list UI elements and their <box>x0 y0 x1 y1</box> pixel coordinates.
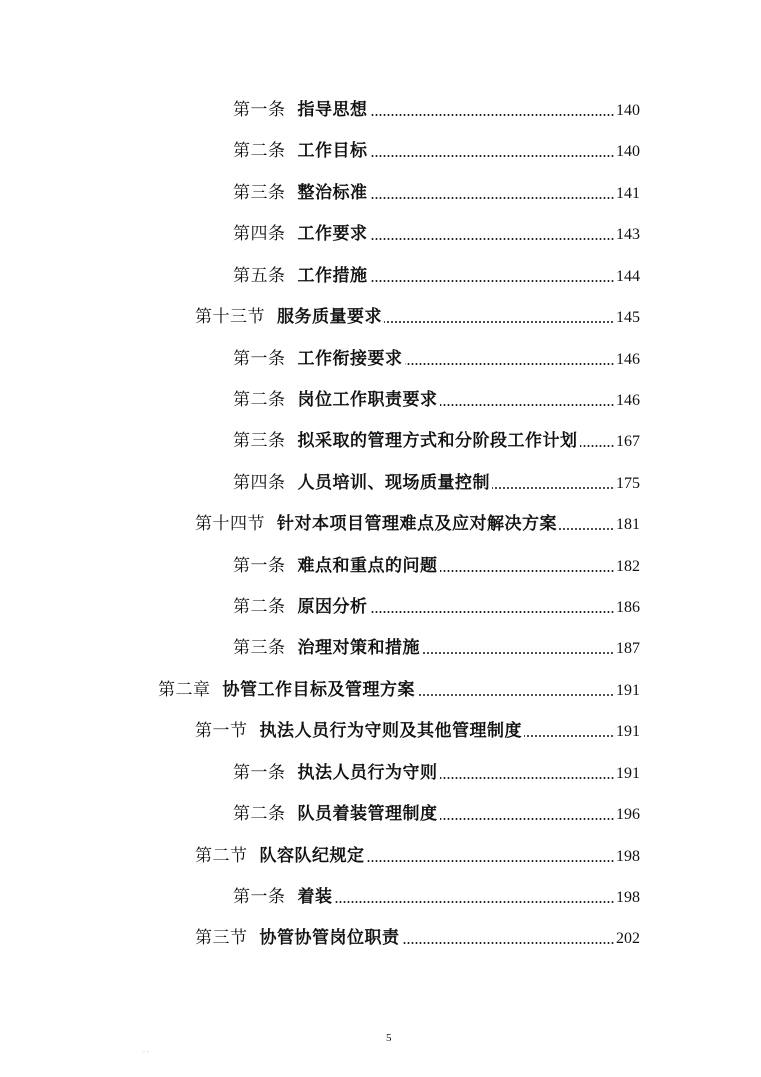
dot-leader <box>559 528 614 530</box>
toc-entry-label: 第三条 <box>233 183 286 203</box>
toc-entry[interactable] <box>233 429 640 453</box>
toc-entry-page: 182 <box>616 558 640 575</box>
toc-entry-label: 第一条 <box>233 100 286 120</box>
toc-entry-label: 第一条 <box>233 887 286 907</box>
toc-entry[interactable] <box>233 471 640 495</box>
corner-mark: . . <box>143 1047 149 1054</box>
toc-entry-title: 执法人员行为守则 <box>297 763 438 783</box>
toc-entry-title: 工作措施 <box>297 266 368 286</box>
toc-entry-title: 协管协管岗位职责 <box>259 928 400 948</box>
toc-entry[interactable] <box>233 636 640 660</box>
toc-entry-title: 服务质量要求 <box>277 307 382 327</box>
toc-entry-title: 整治标准 <box>297 183 368 203</box>
toc-entry-page: 140 <box>616 102 640 119</box>
toc-entry-page: 202 <box>616 930 640 947</box>
toc-entry[interactable] <box>233 347 640 371</box>
toc-entry-label: 第一条 <box>233 556 286 576</box>
toc-entry[interactable] <box>233 388 640 412</box>
dot-leader <box>440 818 615 820</box>
toc-entry[interactable] <box>233 264 640 288</box>
toc-entry-page: 198 <box>616 848 640 865</box>
toc-entry-page: 140 <box>616 143 640 160</box>
dot-leader <box>492 487 614 489</box>
toc-entry-title: 队容队纪规定 <box>259 846 365 866</box>
page-number: 5 <box>386 1032 392 1044</box>
toc-entry-title: 工作衔接要求 <box>297 349 403 369</box>
toc-entry-title: 拟采取的管理方式和分阶段工作计划 <box>297 431 578 451</box>
toc-entry-label: 第二条 <box>233 597 286 617</box>
toc-entry-page: 146 <box>616 392 640 409</box>
dot-leader <box>422 652 614 654</box>
toc-entry-title: 难点和重点的问题 <box>297 556 438 576</box>
toc-entry-title: 治理对策和措施 <box>297 638 420 658</box>
toc-entry-page: 191 <box>616 682 640 699</box>
toc-entry-title: 队员着装管理制度 <box>297 804 438 824</box>
toc-entry-label: 第二条 <box>233 804 286 824</box>
toc-entry-page: 141 <box>616 185 640 202</box>
toc-entry-page: 146 <box>616 351 640 368</box>
toc-entry-page: 175 <box>616 475 640 492</box>
toc-entry-title: 原因分析 <box>297 597 368 617</box>
toc-entry-label: 第二条 <box>233 390 286 410</box>
toc-entry-title: 人员培训、现场质量控制 <box>297 473 490 493</box>
toc-entry-page: 181 <box>616 516 640 533</box>
dot-leader <box>440 404 615 406</box>
dot-leader <box>370 611 615 613</box>
dot-leader <box>370 280 615 282</box>
toc-entry-label: 第二节 <box>195 846 248 866</box>
toc-entry[interactable] <box>233 885 640 909</box>
toc-entry[interactable] <box>233 554 640 578</box>
toc-entry-page: 186 <box>616 599 640 616</box>
toc-entry-label: 第三条 <box>233 431 286 451</box>
toc-entry[interactable] <box>233 98 640 122</box>
toc-entry-title: 指导思想 <box>297 100 368 120</box>
toc-entry-page: 187 <box>616 640 640 657</box>
toc-entry[interactable] <box>233 595 640 619</box>
toc-entry[interactable] <box>158 678 640 702</box>
toc-entry[interactable] <box>195 844 640 868</box>
dot-leader <box>440 570 615 572</box>
toc-entry-label: 第一节 <box>195 721 248 741</box>
toc-entry-label: 第五条 <box>233 266 286 286</box>
toc-entry-label: 第三节 <box>195 928 248 948</box>
toc-entry-page: 145 <box>616 309 640 326</box>
dot-leader <box>440 777 615 779</box>
toc-entry-page: 198 <box>616 889 640 906</box>
dot-leader <box>370 238 615 240</box>
toc-entry-label: 第十四节 <box>195 514 265 534</box>
toc-entry-title: 着装 <box>297 887 333 907</box>
dot-leader <box>367 860 615 862</box>
dot-leader <box>370 197 615 199</box>
dot-leader <box>405 363 615 365</box>
toc-entry-title: 工作目标 <box>297 141 368 161</box>
toc-entry-title: 岗位工作职责要求 <box>297 390 438 410</box>
dot-leader <box>524 735 614 737</box>
dot-leader <box>580 445 615 447</box>
toc-entry[interactable] <box>233 139 640 163</box>
dot-leader <box>335 901 615 903</box>
toc-entry-label: 第二章 <box>158 680 211 700</box>
toc-entry-title: 针对本项目管理难点及应对解决方案 <box>277 514 557 534</box>
dot-leader <box>417 694 614 696</box>
toc-entry-label: 第三条 <box>233 638 286 658</box>
toc-entry-title: 执法人员行为守则及其他管理制度 <box>259 721 522 741</box>
toc-entry-label: 第四条 <box>233 224 286 244</box>
toc-entry[interactable] <box>233 222 640 246</box>
toc-entry-page: 191 <box>616 765 640 782</box>
toc-entry-page: 196 <box>616 806 640 823</box>
toc-entry[interactable] <box>233 761 640 785</box>
toc-entry-page: 144 <box>616 268 640 285</box>
toc-entry[interactable] <box>233 802 640 826</box>
toc-entry-title: 工作要求 <box>297 224 368 244</box>
toc-entry-label: 第十三节 <box>195 307 265 327</box>
toc-entry-page: 167 <box>616 433 640 450</box>
toc-entry-label: 第一条 <box>233 349 286 369</box>
toc-entry-label: 第一条 <box>233 763 286 783</box>
toc-entry-page: 191 <box>616 723 640 740</box>
toc-entry[interactable] <box>195 512 640 536</box>
dot-leader <box>384 321 614 323</box>
toc-entry-title: 协管工作目标及管理方案 <box>222 680 415 700</box>
toc-entry-page: 143 <box>616 226 640 243</box>
toc-entry[interactable] <box>195 305 640 329</box>
toc-entry[interactable] <box>195 926 640 950</box>
toc-entry[interactable] <box>233 181 640 205</box>
dot-leader <box>370 114 615 116</box>
dot-leader <box>370 155 615 157</box>
toc-entry-label: 第四条 <box>233 473 286 493</box>
toc-entry-label: 第二条 <box>233 141 286 161</box>
toc-entry[interactable] <box>195 719 640 743</box>
dot-leader <box>402 942 615 944</box>
